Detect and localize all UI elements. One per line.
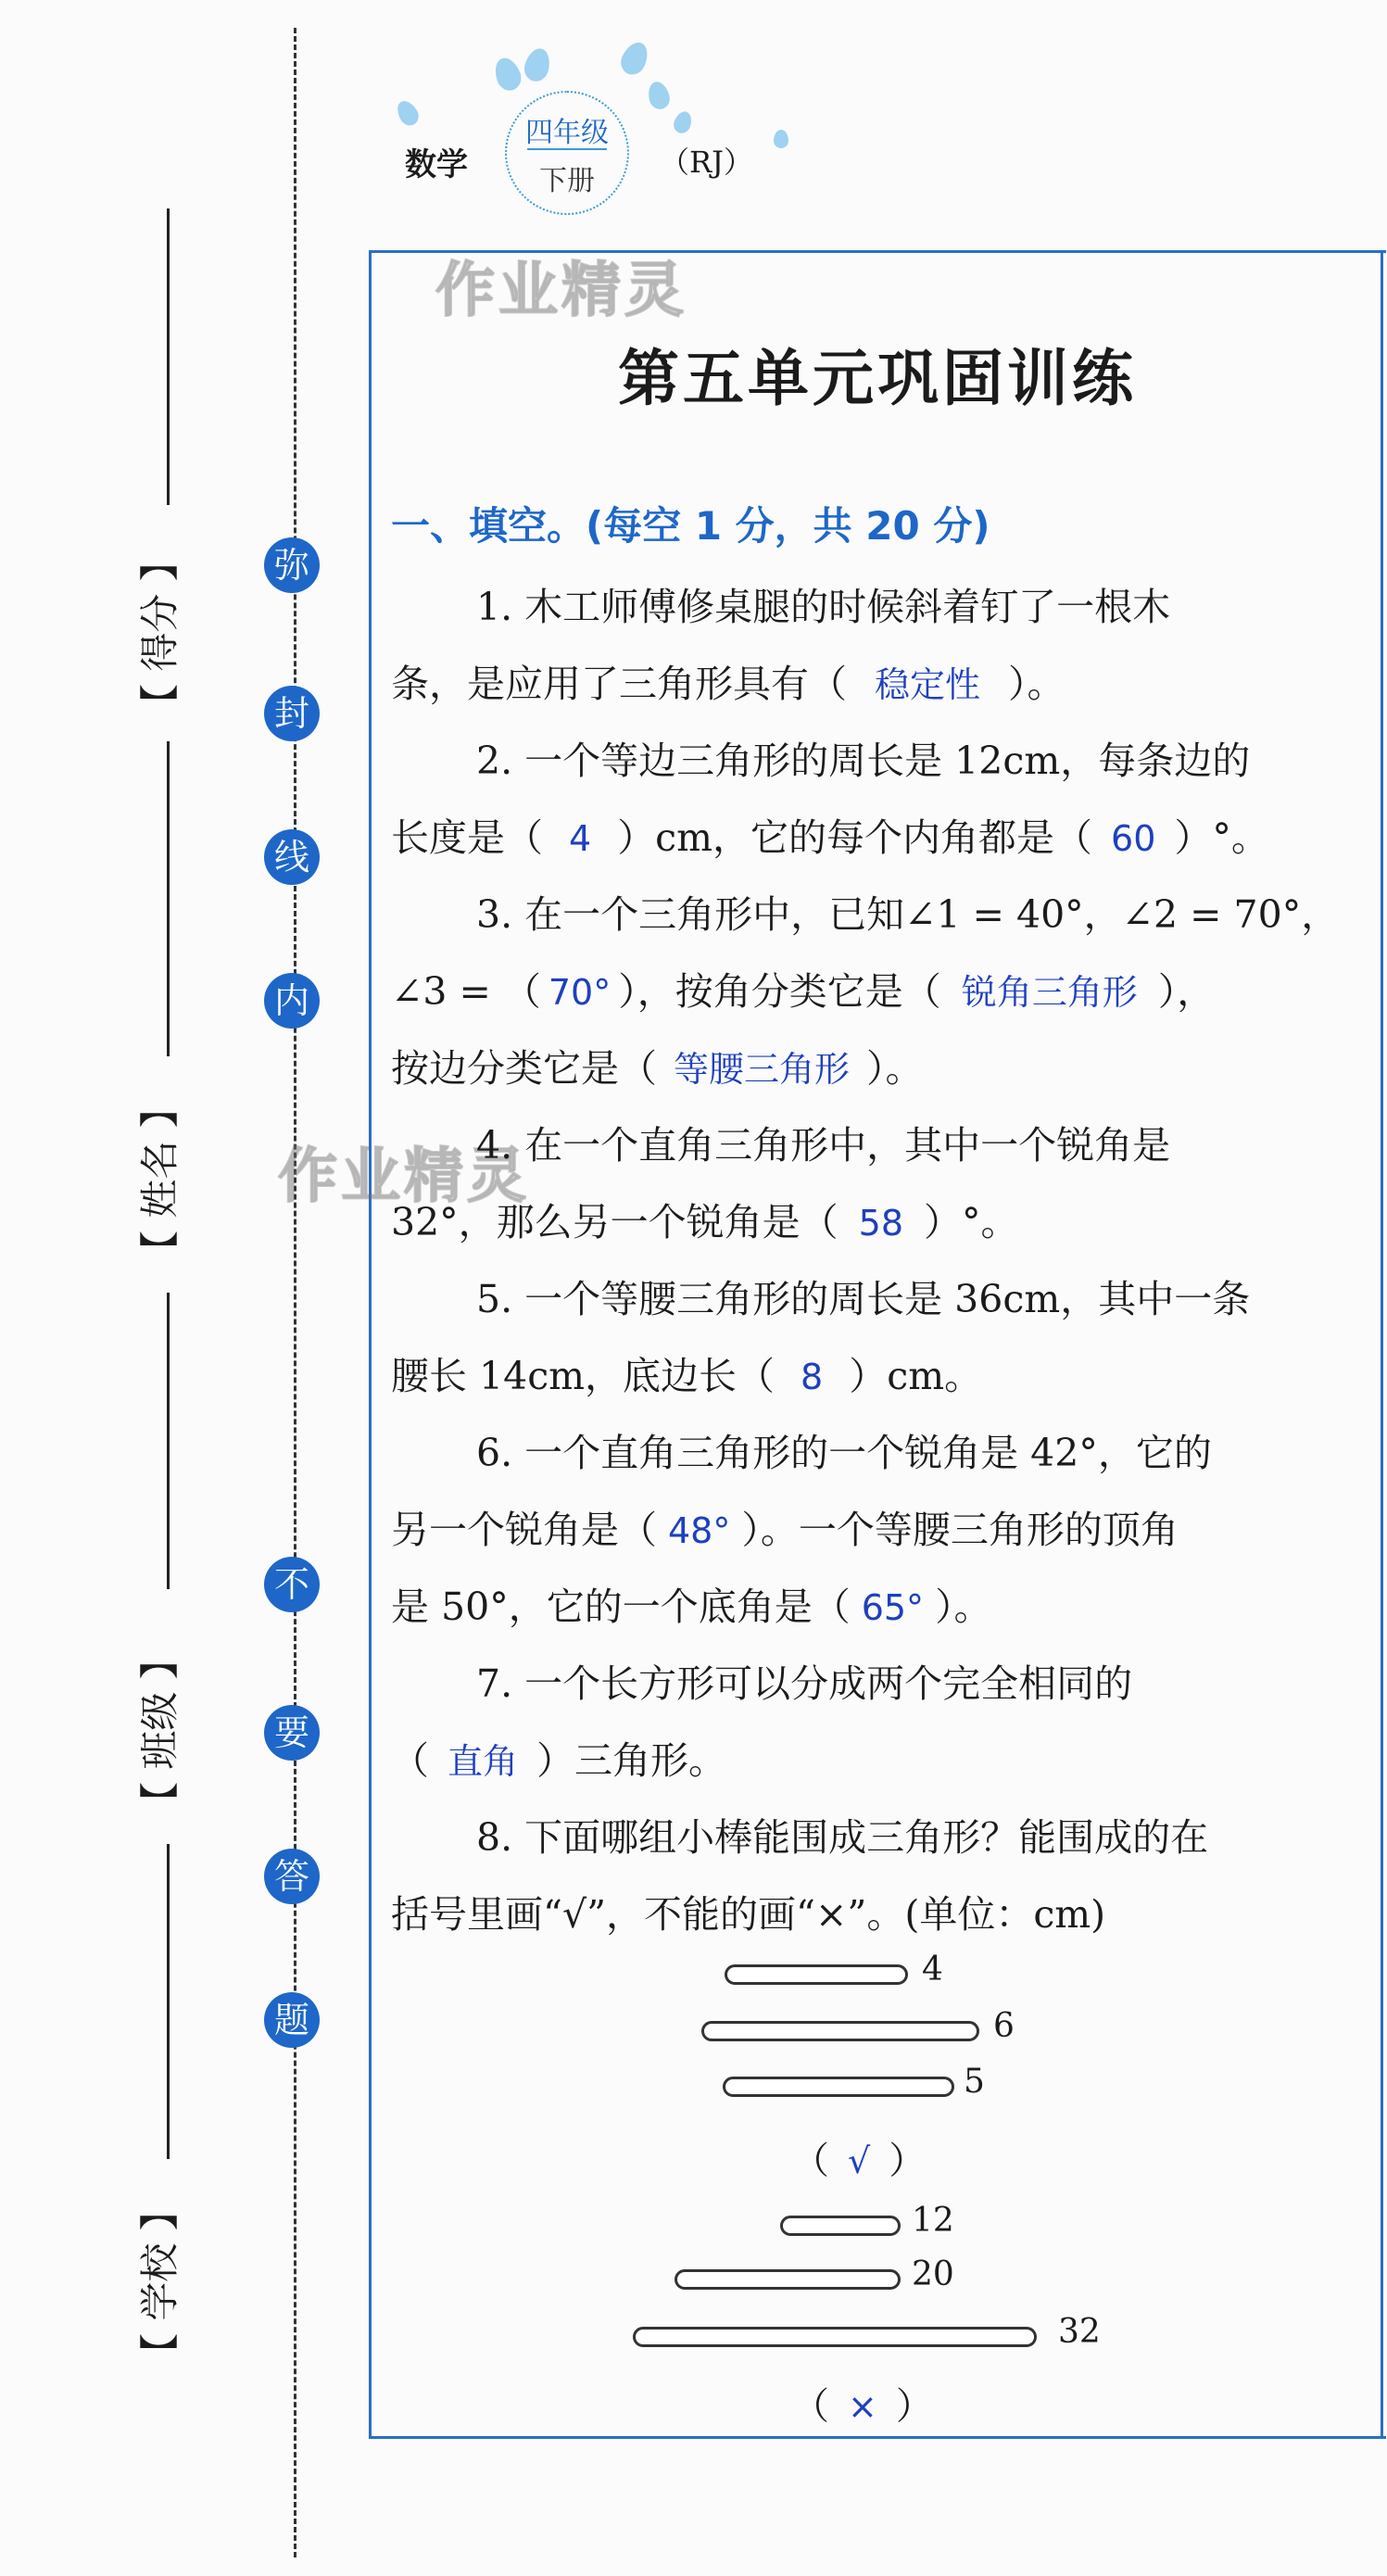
seal-char-circle: 不 xyxy=(264,1557,320,1612)
q1-answer: 稳定性 xyxy=(875,664,981,705)
seal-dashed-line xyxy=(294,28,296,2557)
stick-bar xyxy=(723,2077,954,2097)
leaf-decoration-icon xyxy=(617,38,653,79)
edition-label: （RJ） xyxy=(660,145,753,180)
question-1-line-1: 1. 木工师傅修桌腿的时候斜着钉了一根木 xyxy=(476,585,1171,629)
q2-answer-1: 4 xyxy=(569,818,592,859)
leaf-decoration-icon xyxy=(774,130,788,148)
q3-text-mid: ），按角分类它是（ xyxy=(618,969,941,1014)
question-5-line-2 xyxy=(391,1345,1336,1400)
q6-text: 另一个锐角是（ xyxy=(391,1508,657,1552)
question-6-line-3 xyxy=(391,1576,1336,1631)
group-2-answer-parens: （ × ） xyxy=(792,2385,933,2428)
q2-answer-2: 60 xyxy=(1111,818,1156,859)
stick-bar xyxy=(701,2021,979,2041)
q1-text-end: ）。 xyxy=(1008,662,1065,706)
q4-answer: 58 xyxy=(858,1203,904,1244)
volume-label: 下册 xyxy=(539,165,595,197)
leaf-decoration-icon xyxy=(645,80,672,112)
stick-length-label: 12 xyxy=(912,2202,954,2240)
q3-text-line3: 按边分类它是（ xyxy=(391,1046,657,1091)
q2-text-mid: ）cm，它的每个内角都是（ xyxy=(617,815,1093,860)
leaf-decoration-icon xyxy=(671,109,694,136)
leaf-decoration-icon xyxy=(393,97,422,129)
group-2-answer: × xyxy=(848,2386,877,2427)
seal-char-circle: 封 xyxy=(264,686,320,741)
question-2-line-2 xyxy=(391,807,1336,862)
q7-answer: 直角 xyxy=(448,1741,519,1782)
stick-length-label: 32 xyxy=(1058,2313,1101,2351)
q3-answer-3: 等腰三角形 xyxy=(674,1049,851,1090)
watermark: 作业精灵 xyxy=(278,1143,530,1211)
q1-text: 条，是应用了三角形具有（ xyxy=(391,662,847,706)
school-field-label: 【 学校 】 xyxy=(137,2191,183,2372)
seal-char-circle: 线 xyxy=(264,829,320,885)
stick-bar xyxy=(633,2327,1037,2347)
question-6-line-1: 6. 一个直角三角形的一个锐角是 42°，它的 xyxy=(476,1431,1212,1475)
q2-text-end: ）°。 xyxy=(1174,815,1269,860)
q3-text-line3-end: ）。 xyxy=(866,1046,924,1091)
stick-bar xyxy=(675,2269,901,2290)
leaf-decoration-icon xyxy=(491,55,525,95)
seal-char-circle: 题 xyxy=(264,1992,320,2048)
q7-text-end: ）三角形。 xyxy=(536,1738,727,1783)
q6-text-line3: 是 50°，它的一个底角是（ xyxy=(391,1585,851,1629)
group-1-answer: √ xyxy=(848,2140,871,2181)
q3-answer-1: 70° xyxy=(548,972,612,1013)
school-blank-line xyxy=(167,1844,170,2159)
q6-text-mid: ）。一个等腰三角形的顶角 xyxy=(741,1508,1179,1552)
seal-char-circle: 答 xyxy=(264,1849,320,1904)
score-field-label: 【 得分 】 xyxy=(137,542,183,723)
q6-answer-1: 48° xyxy=(668,1510,731,1551)
section-heading: 一、填空。(每空 1 分，共 20 分) xyxy=(391,503,990,549)
header-subject: 数学 xyxy=(405,146,468,183)
seal-char-circle: 要 xyxy=(264,1705,320,1761)
q3-answer-2: 锐角三角形 xyxy=(961,972,1138,1013)
q7-text: （ xyxy=(391,1738,429,1783)
question-5-line-1: 5. 一个等腰三角形的周长是 36cm，其中一条 xyxy=(476,1277,1251,1321)
question-3-line-3 xyxy=(391,1038,1336,1092)
question-1-line-2 xyxy=(391,653,1336,708)
score-blank-line xyxy=(167,208,170,505)
page-title: 第五单元巩固训练 xyxy=(618,343,1137,414)
question-6-line-2 xyxy=(391,1499,1336,1554)
question-7-line-2 xyxy=(391,1730,1336,1785)
q6-text-line3-end: ）。 xyxy=(935,1585,992,1629)
question-4-line-2 xyxy=(391,1192,1336,1246)
q5-text-end: ）cm。 xyxy=(849,1354,983,1398)
q3-text-end: ）， xyxy=(1157,969,1216,1014)
q4-text: 32°，那么另一个锐角是（ xyxy=(391,1200,839,1244)
stick-bar xyxy=(780,2216,901,2236)
leaf-decoration-icon xyxy=(522,45,553,84)
question-7-line-1: 7. 一个长方形可以分成两个完全相同的 xyxy=(476,1661,1133,1706)
q4-text-end: ）°。 xyxy=(924,1200,1019,1244)
seal-char-circle: 内 xyxy=(264,973,320,1029)
class-blank-line xyxy=(167,1293,170,1589)
q6-answer-2: 65° xyxy=(861,1587,925,1628)
badge-divider xyxy=(527,148,607,150)
stick-length-label: 6 xyxy=(993,2007,1015,2045)
watermark: 作业精灵 xyxy=(435,257,687,325)
name-field-label: 【 姓名 】 xyxy=(137,1089,183,1269)
stick-length-label: 4 xyxy=(922,1951,943,1989)
seal-char-circle: 弥 xyxy=(264,537,320,593)
grade-badge xyxy=(505,91,629,215)
q5-answer: 8 xyxy=(801,1357,824,1397)
grade-label: 四年级 xyxy=(525,117,609,149)
class-field-label: 【 班级 】 xyxy=(137,1640,183,1821)
question-3-line-1: 3. 在一个三角形中，已知∠1 = 40°，∠2 = 70°， xyxy=(476,892,1340,937)
q5-text: 腰长 14cm，底边长（ xyxy=(391,1354,775,1398)
stick-length-label: 5 xyxy=(964,2063,985,2101)
name-blank-line xyxy=(167,741,170,1056)
q2-text: 长度是（ xyxy=(391,815,543,860)
q3-text: ∠3 = （ xyxy=(391,969,541,1014)
stick-bar xyxy=(725,1964,908,1985)
question-8-line-1: 8. 下面哪组小棒能围成三角形？能围成的在 xyxy=(476,1815,1209,1860)
group-1-answer-parens: （ √ ） xyxy=(792,2140,927,2182)
stick-length-label: 20 xyxy=(912,2255,954,2293)
question-4-line-1: 4. 在一个直角三角形中，其中一个锐角是 xyxy=(476,1123,1171,1168)
question-2-line-1: 2. 一个等边三角形的周长是 12cm，每条边的 xyxy=(476,739,1251,783)
question-3-line-2 xyxy=(391,961,1336,1016)
question-8-line-2: 括号里画“√”，不能的画“×”。(单位：cm) xyxy=(391,1892,1106,1937)
